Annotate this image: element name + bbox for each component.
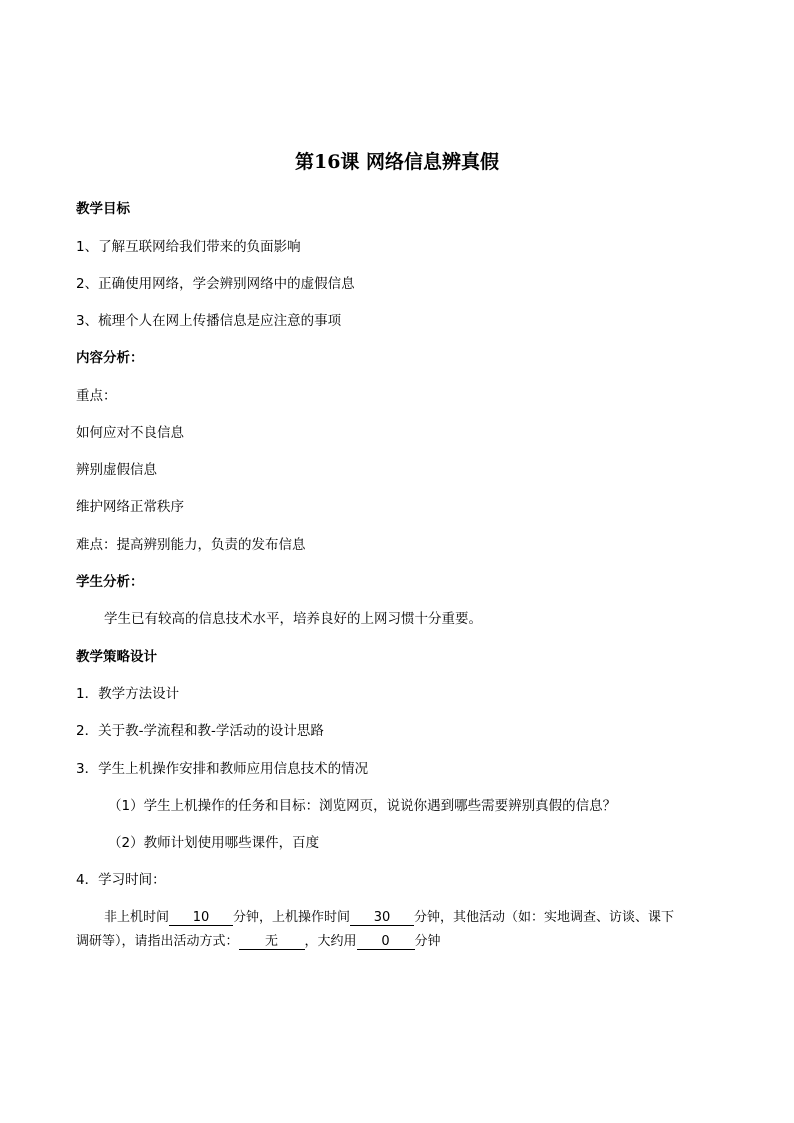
goal-item-2: 2、正确使用网络，学会辨别网络中的虚假信息 [76, 276, 355, 292]
key-item-1: 如何应对不良信息 [76, 425, 184, 441]
time-line-2 [76, 933, 441, 951]
strategy-item-3: 3．学生上机操作安排和教师应用信息技术的情况 [76, 761, 369, 777]
goal-heading: 教学目标 [76, 201, 130, 217]
goal-item-1: 1、了解互联网给我们带来的负面影响 [76, 239, 301, 255]
student-heading: 学生分析： [76, 574, 144, 590]
time-line-1 [104, 909, 674, 927]
time-text-online-label: 分钟，上机操作时间 [233, 910, 351, 925]
strategy-heading: 教学策略设计 [76, 649, 157, 665]
page-title: 第16课 网络信息辨真假 [294, 151, 500, 173]
difficulty-text: 难点：提高辨别能力，负责的发布信息 [76, 537, 306, 553]
strategy-item-2: 2．关于教-学流程和教-学活动的设计思路 [76, 723, 324, 739]
time-text-about-label: ，大约用 [304, 934, 357, 949]
activity-minutes-blank: 0 [357, 934, 415, 950]
key-item-3: 维护网络正常秩序 [76, 499, 184, 515]
time-text-minutes: 分钟 [414, 934, 441, 949]
key-label: 重点： [76, 388, 117, 404]
goal-item-3: 3、梳理个人在网上传播信息是应注意的事项 [76, 313, 342, 329]
offline-minutes-blank: 10 [169, 910, 233, 926]
content-heading: 内容分析： [76, 350, 144, 366]
online-minutes-blank: 30 [350, 910, 414, 926]
time-text-offline-label: 非上机时间 [104, 910, 170, 925]
strategy-item-3b: （2）教师计划使用哪些课件，百度 [108, 835, 320, 851]
time-text-other-label: 分钟，其他活动（如：实地调查、访谈、课下 [414, 910, 675, 925]
strategy-item-3a: （1）学生上机操作的任务和目标：浏览网页，说说你遇到哪些需要辨别真假的信息？ [108, 798, 617, 814]
strategy-item-4: 4．学习时间： [76, 872, 166, 888]
key-item-2: 辨别虚假信息 [76, 462, 157, 478]
activity-blank: 无 [239, 934, 305, 950]
time-text-activity-label: 调研等），请指出活动方式： [76, 934, 239, 949]
student-text: 学生已有较高的信息技术水平，培养良好的上网习惯十分重要。 [104, 611, 482, 627]
strategy-item-1: 1．教学方法设计 [76, 686, 180, 702]
